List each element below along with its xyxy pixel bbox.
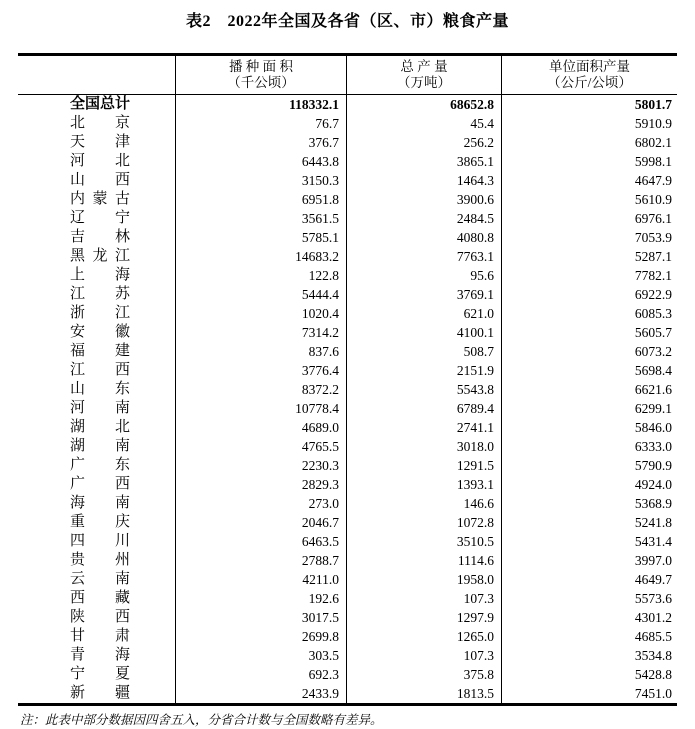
region-name: 河北 xyxy=(70,153,130,169)
unit-yield-value: 5910.9 xyxy=(501,114,677,133)
table-body xyxy=(18,95,677,703)
unit-yield-value: 4924.0 xyxy=(501,475,677,494)
total-output-value: 1393.1 xyxy=(346,475,501,494)
region-name: 浙江 xyxy=(70,305,130,321)
region-cell xyxy=(18,494,175,513)
total-output-value: 3769.1 xyxy=(346,285,501,304)
region-cell xyxy=(18,532,175,551)
region-cell xyxy=(18,380,175,399)
sown-area-value: 6443.8 xyxy=(175,152,346,171)
table-row xyxy=(18,228,677,247)
total-output-value: 107.3 xyxy=(346,589,501,608)
region-cell xyxy=(18,513,175,532)
total-output-value: 4080.8 xyxy=(346,228,501,247)
sown-area-value: 4765.5 xyxy=(175,437,346,456)
region-cell xyxy=(18,418,175,437)
sown-area-value: 3150.3 xyxy=(175,171,346,190)
unit-yield-value: 5698.4 xyxy=(501,361,677,380)
total-output-value: 146.6 xyxy=(346,494,501,513)
region-name: 广西 xyxy=(70,476,130,492)
unit-yield-value: 6085.3 xyxy=(501,304,677,323)
region-name: 甘肃 xyxy=(70,628,130,644)
unit-yield-value: 7053.9 xyxy=(501,228,677,247)
unit-yield-value: 4647.9 xyxy=(501,171,677,190)
column-header-unit-yield xyxy=(501,56,677,94)
region-cell xyxy=(18,342,175,361)
region-name: 山西 xyxy=(70,172,130,188)
table-row xyxy=(18,456,677,475)
region-name: 西藏 xyxy=(70,590,130,606)
sown-area-value: 1020.4 xyxy=(175,304,346,323)
unit-yield-value: 5368.9 xyxy=(501,494,677,513)
region-name: 山东 xyxy=(70,381,130,397)
region-cell xyxy=(18,551,175,570)
sown-area-value: 5785.1 xyxy=(175,228,346,247)
unit-yield-value: 5610.9 xyxy=(501,190,677,209)
total-output-value: 3865.1 xyxy=(346,152,501,171)
table-row xyxy=(18,494,677,513)
unit-yield-value: 5573.6 xyxy=(501,589,677,608)
total-output-value: 1297.9 xyxy=(346,608,501,627)
sown-area-value: 2788.7 xyxy=(175,551,346,570)
table-row xyxy=(18,266,677,285)
region-cell xyxy=(18,133,175,152)
table-row xyxy=(18,570,677,589)
region-name: 福建 xyxy=(70,343,130,359)
sown-area-value: 5444.4 xyxy=(175,285,346,304)
table-row xyxy=(18,380,677,399)
sown-area-value: 14683.2 xyxy=(175,247,346,266)
sown-area-value: 76.7 xyxy=(175,114,346,133)
unit-yield-value: 6299.1 xyxy=(501,399,677,418)
region-name: 新疆 xyxy=(70,685,130,701)
table-row xyxy=(18,361,677,380)
unit-yield-header-unit: （公斤/公顷） xyxy=(547,75,632,90)
total-output-value: 3510.5 xyxy=(346,532,501,551)
region-name: 吉林 xyxy=(70,229,130,245)
page-title: 表2 2022年全国及各省（区、市）粮食产量 xyxy=(185,13,509,30)
region-name: 上海 xyxy=(70,267,130,283)
total-output-value: 45.4 xyxy=(346,114,501,133)
total-output-value: 1291.5 xyxy=(346,456,501,475)
sown-area-header-label: 播 种 面 积 xyxy=(228,59,294,74)
table-footnote: 注：此表中部分数据因四舍五入，分省合计数与全国数略有差异。 xyxy=(20,713,383,727)
region-cell xyxy=(18,228,175,247)
region-cell xyxy=(18,437,175,456)
total-output-value: 2484.5 xyxy=(346,209,501,228)
total-output-value: 508.7 xyxy=(346,342,501,361)
total-output-value: 6789.4 xyxy=(346,399,501,418)
total-output-value: 1265.0 xyxy=(346,627,501,646)
region-cell xyxy=(18,475,175,494)
sown-area-value: 376.7 xyxy=(175,133,346,152)
region-name: 宁夏 xyxy=(70,666,130,682)
table-row xyxy=(18,171,677,190)
region-name: 江西 xyxy=(70,362,130,378)
sown-area-value: 4689.0 xyxy=(175,418,346,437)
region-cell xyxy=(18,399,175,418)
total-output-value: 3900.6 xyxy=(346,190,501,209)
total-output-header-unit: （万吨） xyxy=(397,75,451,90)
unit-yield-value: 5428.8 xyxy=(501,665,677,684)
table-row xyxy=(18,152,677,171)
table-row xyxy=(18,304,677,323)
unit-yield-value: 4301.2 xyxy=(501,608,677,627)
table-row xyxy=(18,665,677,684)
total-output-value: 1464.3 xyxy=(346,171,501,190)
region-name: 辽宁 xyxy=(70,210,130,226)
unit-yield-value: 7782.1 xyxy=(501,266,677,285)
table-row xyxy=(18,589,677,608)
total-output-value: 68652.8 xyxy=(346,95,501,114)
table-row xyxy=(18,190,677,209)
unit-yield-value: 6073.2 xyxy=(501,342,677,361)
total-output-header-label: 总 产 量 xyxy=(400,59,448,74)
region-name: 重庆 xyxy=(70,514,130,530)
sown-area-value: 192.6 xyxy=(175,589,346,608)
unit-yield-value: 7451.0 xyxy=(501,684,677,703)
region-name: 海南 xyxy=(70,495,130,511)
region-name: 广东 xyxy=(70,457,130,473)
region-name: 北京 xyxy=(70,115,130,131)
region-cell xyxy=(18,361,175,380)
total-output-value: 2741.1 xyxy=(346,418,501,437)
sown-area-value: 303.5 xyxy=(175,646,346,665)
unit-yield-value: 5287.1 xyxy=(501,247,677,266)
total-output-value: 95.6 xyxy=(346,266,501,285)
total-output-value: 7763.1 xyxy=(346,247,501,266)
sown-area-value: 7314.2 xyxy=(175,323,346,342)
region-name: 内蒙古 xyxy=(70,191,130,207)
region-name: 湖南 xyxy=(70,438,130,454)
unit-yield-value: 5801.7 xyxy=(501,95,677,114)
region-cell xyxy=(18,684,175,703)
region-name: 湖北 xyxy=(70,419,130,435)
sown-area-value: 6463.5 xyxy=(175,532,346,551)
region-cell xyxy=(18,190,175,209)
total-output-value: 5543.8 xyxy=(346,380,501,399)
total-output-value: 1958.0 xyxy=(346,570,501,589)
sown-area-value: 3561.5 xyxy=(175,209,346,228)
region-cell xyxy=(18,285,175,304)
table-row xyxy=(18,285,677,304)
column-header-sown-area xyxy=(175,56,346,94)
region-cell xyxy=(18,323,175,342)
table-row xyxy=(18,532,677,551)
sown-area-value: 8372.2 xyxy=(175,380,346,399)
column-header-region xyxy=(18,56,175,94)
table-header-row xyxy=(18,56,677,95)
region-name: 青海 xyxy=(70,647,130,663)
unit-yield-value: 5605.7 xyxy=(501,323,677,342)
column-header-total-output xyxy=(346,56,501,94)
region-cell xyxy=(18,665,175,684)
region-cell xyxy=(18,456,175,475)
table-row xyxy=(18,247,677,266)
region-name: 江苏 xyxy=(70,286,130,302)
table-row xyxy=(18,475,677,494)
table-row xyxy=(18,551,677,570)
sown-area-value: 273.0 xyxy=(175,494,346,513)
sown-area-value: 10778.4 xyxy=(175,399,346,418)
region-name: 黑龙江 xyxy=(70,248,130,264)
region-name: 河南 xyxy=(70,400,130,416)
table-row xyxy=(18,646,677,665)
region-name: 陕西 xyxy=(70,609,130,625)
total-output-value: 621.0 xyxy=(346,304,501,323)
unit-yield-value: 5241.8 xyxy=(501,513,677,532)
table-row xyxy=(18,209,677,228)
total-output-value: 1072.8 xyxy=(346,513,501,532)
unit-yield-value: 4685.5 xyxy=(501,627,677,646)
unit-yield-header-label: 单位面积产量 xyxy=(549,59,630,74)
unit-yield-value: 6922.9 xyxy=(501,285,677,304)
sown-area-value: 2046.7 xyxy=(175,513,346,532)
sown-area-value: 2699.8 xyxy=(175,627,346,646)
region-name: 贵州 xyxy=(70,552,130,568)
sown-area-value: 122.8 xyxy=(175,266,346,285)
unit-yield-value: 6802.1 xyxy=(501,133,677,152)
table-row xyxy=(18,114,677,133)
region-cell xyxy=(18,570,175,589)
table-row xyxy=(18,342,677,361)
total-output-value: 3018.0 xyxy=(346,437,501,456)
unit-yield-value: 3997.0 xyxy=(501,551,677,570)
region-cell xyxy=(18,627,175,646)
grain-production-table xyxy=(18,53,677,706)
total-output-value: 2151.9 xyxy=(346,361,501,380)
sown-area-value: 692.3 xyxy=(175,665,346,684)
sown-area-header-unit: （千公顷） xyxy=(227,75,295,90)
region-cell xyxy=(18,152,175,171)
region-cell xyxy=(18,209,175,228)
region-cell xyxy=(18,247,175,266)
sown-area-value: 3776.4 xyxy=(175,361,346,380)
table-row xyxy=(18,323,677,342)
table-row xyxy=(18,418,677,437)
sown-area-value: 6951.8 xyxy=(175,190,346,209)
table-row xyxy=(18,608,677,627)
total-output-value: 1114.6 xyxy=(346,551,501,570)
sown-area-value: 4211.0 xyxy=(175,570,346,589)
total-output-value: 107.3 xyxy=(346,646,501,665)
total-output-value: 1813.5 xyxy=(346,684,501,703)
unit-yield-value: 6976.1 xyxy=(501,209,677,228)
total-output-value: 256.2 xyxy=(346,133,501,152)
unit-yield-value: 5790.9 xyxy=(501,456,677,475)
sown-area-value: 2433.9 xyxy=(175,684,346,703)
total-output-value: 375.8 xyxy=(346,665,501,684)
region-name: 安徽 xyxy=(70,324,130,340)
sown-area-value: 118332.1 xyxy=(175,95,346,114)
unit-yield-value: 6333.0 xyxy=(501,437,677,456)
region-cell xyxy=(18,114,175,133)
unit-yield-value: 5431.4 xyxy=(501,532,677,551)
table-row xyxy=(18,399,677,418)
table-row xyxy=(18,437,677,456)
sown-area-value: 3017.5 xyxy=(175,608,346,627)
total-output-value: 4100.1 xyxy=(346,323,501,342)
region-cell xyxy=(18,304,175,323)
region-cell xyxy=(18,95,175,114)
region-cell xyxy=(18,171,175,190)
unit-yield-value: 6621.6 xyxy=(501,380,677,399)
region-cell xyxy=(18,266,175,285)
table-row xyxy=(18,684,677,703)
unit-yield-value: 3534.8 xyxy=(501,646,677,665)
sown-area-value: 2829.3 xyxy=(175,475,346,494)
unit-yield-value: 5998.1 xyxy=(501,152,677,171)
table-row xyxy=(18,95,677,114)
table-row xyxy=(18,133,677,152)
region-cell xyxy=(18,589,175,608)
region-name: 四川 xyxy=(70,533,130,549)
unit-yield-value: 5846.0 xyxy=(501,418,677,437)
region-name: 全国总计 xyxy=(70,96,131,112)
table-row xyxy=(18,513,677,532)
unit-yield-value: 4649.7 xyxy=(501,570,677,589)
region-cell xyxy=(18,646,175,665)
region-cell xyxy=(18,608,175,627)
region-name: 天津 xyxy=(70,134,130,150)
region-name: 云南 xyxy=(70,571,130,587)
sown-area-value: 837.6 xyxy=(175,342,346,361)
table-row xyxy=(18,627,677,646)
sown-area-value: 2230.3 xyxy=(175,456,346,475)
